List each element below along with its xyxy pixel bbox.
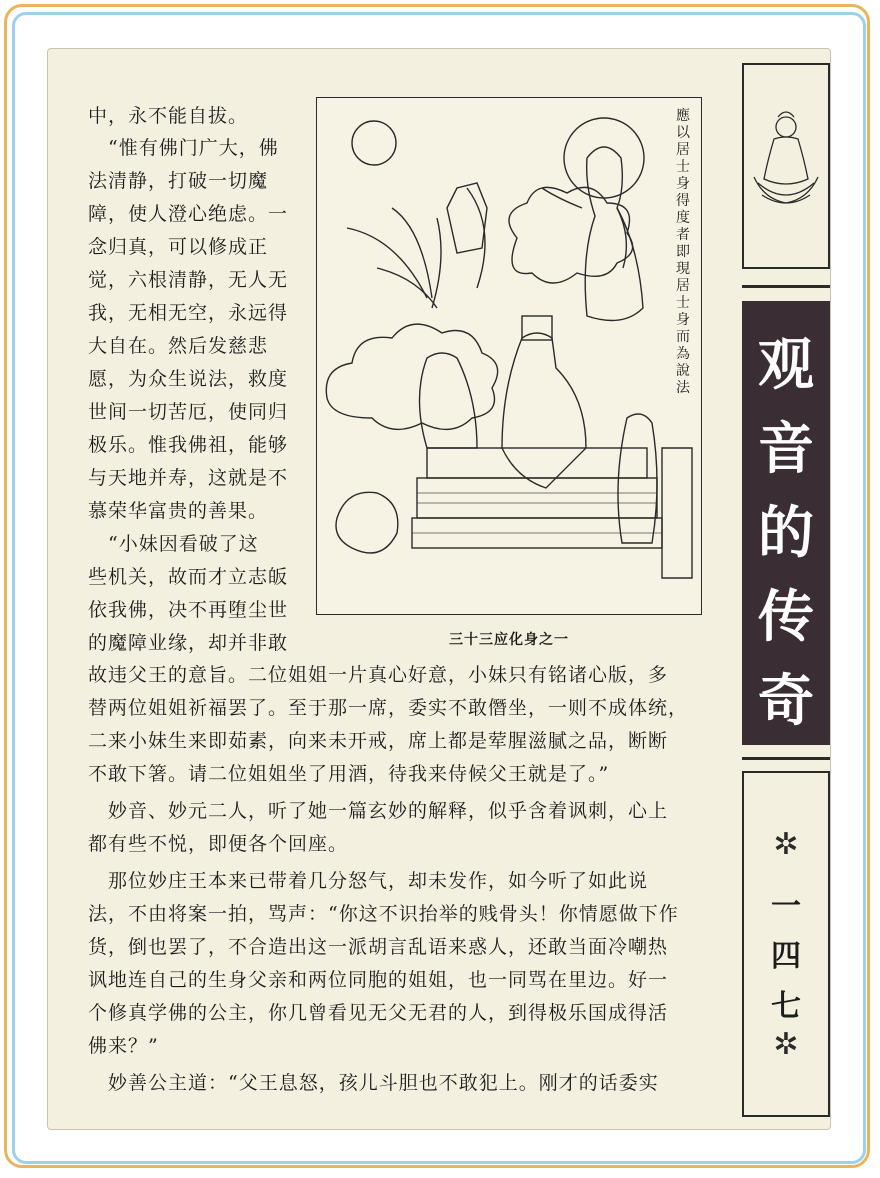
illustration-caption: 三十三应化身之一 xyxy=(449,632,569,648)
guanyin-scene-drawing xyxy=(317,98,700,613)
text-line: 愿，为众生说法，救度 xyxy=(88,368,289,390)
book-title-banner xyxy=(742,301,830,745)
text-line: 我，无相无空，永远得 xyxy=(88,302,289,324)
title-char: 观 xyxy=(758,332,814,398)
book-page xyxy=(47,48,831,1130)
page-number-char: 四 xyxy=(771,939,801,974)
page-number-char: 七 xyxy=(771,989,801,1024)
text-line: 货，倒也罢了，不合造出这一派胡言乱语来惑人，还敢当面冷嘲热 xyxy=(88,936,669,958)
flower-ornament-icon: ✲ xyxy=(773,1027,799,1062)
text-line: 故违父王的意旨。二位姐姐一片真心好意，小妹只有铭诸心版，多 xyxy=(88,664,669,686)
text-line: 法，不由将案一拍，骂声：“你这不识抬举的贱骨头！你情愿做下作 xyxy=(88,903,679,925)
text-line: 障，使人澄心绝虑。一 xyxy=(88,203,289,225)
text-line: 念归真，可以修成正 xyxy=(88,236,269,258)
text-line: 替两位姐姐祈福罢了。至于那一席，委实不敢僭坐，一则不成体统， xyxy=(88,697,689,719)
text-line: 都有些不悦，即便各个回座。 xyxy=(88,833,349,855)
text-line: 讽地连自己的生身父亲和两位同胞的姐姐，也一同骂在里边。好一 xyxy=(88,969,669,991)
text-line: 大自在。然后发慈悲 xyxy=(88,335,269,357)
title-char: 音 xyxy=(758,416,814,482)
sidebar-guanyin-vignette xyxy=(742,63,830,269)
title-char: 传 xyxy=(758,584,814,650)
text-line: 与天地并寿，这就是不 xyxy=(88,467,289,489)
text-line: 觉，六根清静，无人无 xyxy=(88,269,289,291)
text-line: 依我佛，决不再堕尘世 xyxy=(88,599,289,621)
woodcut-illustration xyxy=(316,97,702,615)
flower-ornament-icon: ✲ xyxy=(773,827,799,862)
text-line: 个修真学佛的公主，你几曾看见无父无君的人，到得极乐国成得活 xyxy=(88,1002,669,1024)
text-line: 法清静，打破一切魔 xyxy=(88,170,269,192)
text-line: 妙音、妙元二人，听了她一篇玄妙的解释，似乎含着讽刺，心上 xyxy=(88,800,669,822)
text-line: 妙善公主道：“父王息怒，孩儿斗胆也不敢犯上。刚才的话委实 xyxy=(88,1072,659,1094)
text-line: 极乐。惟我佛祖，能够 xyxy=(88,434,289,456)
text-line: 世间一切苦厄，使同归 xyxy=(88,401,289,423)
text-line: “小妹因看破了这 xyxy=(88,533,259,555)
text-line: 二来小妹生来即茹素，向来未开戒，席上都是荤腥滋腻之品，断断 xyxy=(88,730,669,752)
text-line: 中，永不能自拔。 xyxy=(88,105,249,127)
title-char: 的 xyxy=(758,500,814,566)
text-line: 慕荣华富贵的善果。 xyxy=(88,500,269,522)
text-line: 那位妙庄王本来已带着几分怒气，却未发作，如今听了如此说 xyxy=(88,870,649,892)
title-char: 奇 xyxy=(758,668,814,734)
guanyin-lotus-icon xyxy=(744,65,828,267)
sidebar-rule xyxy=(742,285,830,288)
page-number-char: 一 xyxy=(771,889,801,924)
text-line: 佛来？” xyxy=(88,1035,159,1057)
text-line: 些机关，故而才立志皈 xyxy=(88,566,289,588)
sidebar-rule xyxy=(742,757,830,760)
text-line: 的魔障业缘，却并非敢 xyxy=(88,632,289,654)
page-number-panel xyxy=(742,771,830,1117)
text-line: “惟有佛门广大，佛 xyxy=(88,137,279,159)
text-line: 不敢下箸。请二位姐姐坐了用酒，待我来侍候父王就是了。” xyxy=(88,763,610,785)
illustration-inscription: 應以居士身得度者即現居士身而為說法 xyxy=(676,108,690,396)
